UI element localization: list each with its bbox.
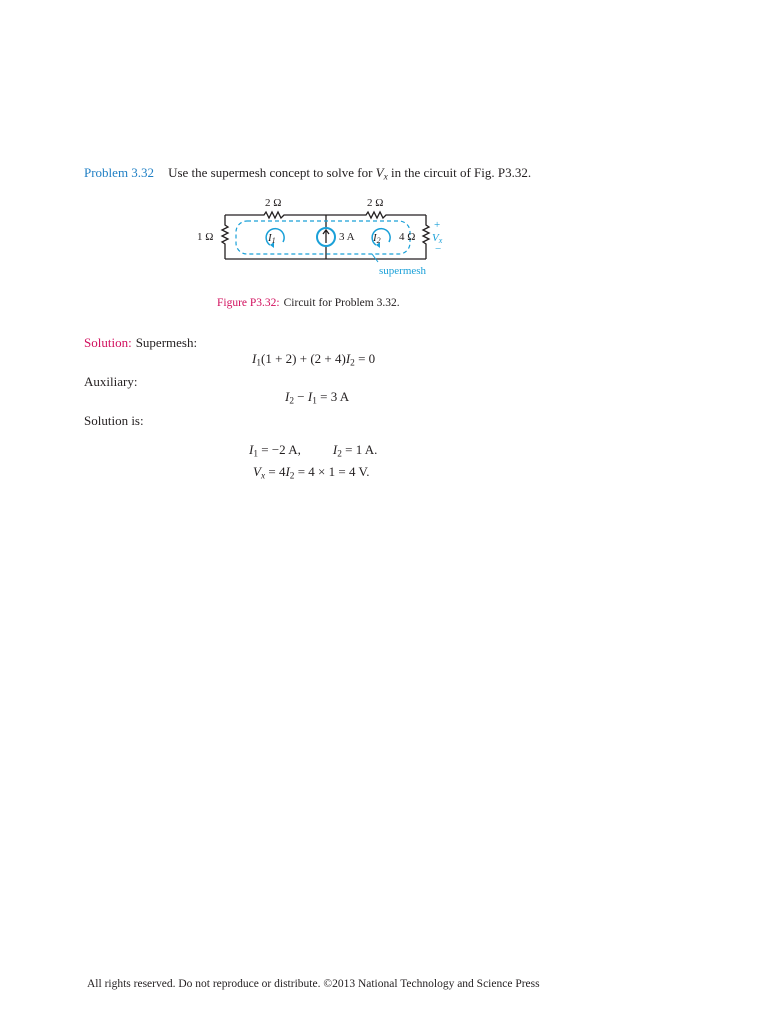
copyright-footer: All rights reserved. Do not reproduce or distribute. ©2013 National Technology and Science Press <box>87 978 540 990</box>
equation-auxiliary: $I_2 - I_1 = 3$ A <box>285 389 350 407</box>
right-wire <box>423 215 429 259</box>
left-wire <box>222 215 228 259</box>
figure-text: Circuit for Problem 3.32. <box>283 297 400 309</box>
auxiliary-label: Auxiliary: <box>84 374 138 389</box>
solution-is-label: Solution is: <box>84 413 144 428</box>
equation-solution-vx: $V_x = 4I_2 = 4 \times 1 = 4$ V. <box>253 464 370 482</box>
label-source: 3 A <box>339 231 355 243</box>
solution-label: Solution: <box>84 335 132 350</box>
supermesh-pointer <box>372 254 378 262</box>
label-r-top-right: 2 Ω <box>367 197 384 209</box>
problem-statement <box>84 164 531 182</box>
solution-heading <box>84 334 197 352</box>
equation-supermesh: $I_1(1 + 2) + (2 + 4)I_2 = 0$ <box>252 351 376 369</box>
figure-caption <box>217 293 400 311</box>
circuit-diagram <box>190 188 460 283</box>
label-mesh1: I1 <box>268 232 276 245</box>
label-mesh2: I2 <box>373 232 381 245</box>
label-supermesh: supermesh <box>379 265 427 277</box>
label-r-right: 4 Ω <box>399 231 416 243</box>
equation-solution-currents: $I_1 = -2$ A, $I_2 = 1$ A. <box>249 442 378 460</box>
supermesh-label: Supermesh: <box>135 335 198 350</box>
label-minus: − <box>435 243 442 255</box>
supermesh-loop <box>236 221 410 254</box>
label-vx: Vx <box>432 232 443 245</box>
problem-text: Use the supermesh concept to solve for $V_x$ in the circuit of Fig. P3.32. <box>168 165 532 183</box>
problem-label: Problem 3.32 <box>84 165 155 180</box>
label-r-left: 1 Ω <box>197 231 214 243</box>
label-r-top-left: 2 Ω <box>265 197 282 209</box>
label-plus: + <box>434 219 441 231</box>
source-arrow-icon <box>323 230 329 243</box>
figure-label: Figure P3.32: <box>217 297 280 309</box>
